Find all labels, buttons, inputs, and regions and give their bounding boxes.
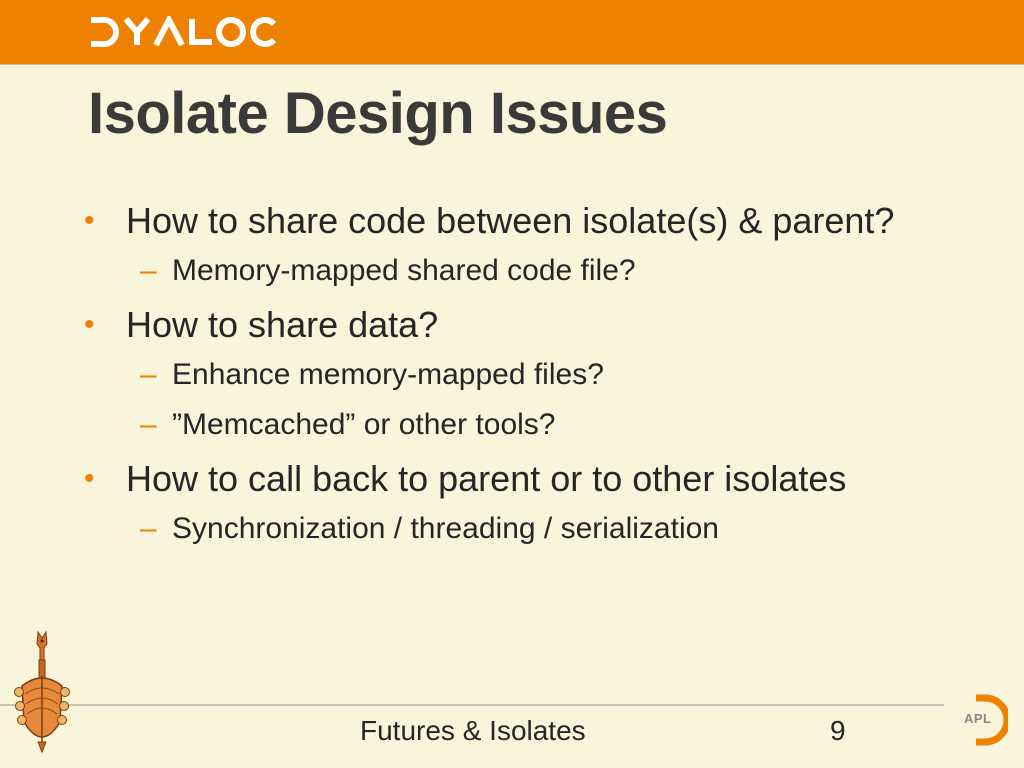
sub-list	[126, 350, 964, 450]
sub-text: Memory-mapped shared code file?	[172, 254, 636, 287]
bullet-list	[84, 196, 964, 558]
dyalog-logo	[88, 16, 278, 48]
header-bar	[0, 0, 1024, 65]
bullet-text: How to call back to parent or to other isolates	[126, 458, 847, 499]
sub-list	[126, 504, 964, 554]
sub-item	[84, 504, 964, 554]
dash-icon: –	[140, 358, 157, 391]
slide-title: Isolate Design Issues	[88, 81, 668, 146]
sub-item	[84, 400, 964, 450]
footer-divider	[0, 704, 944, 706]
sub-item	[84, 246, 964, 296]
sub-text: Enhance memory-mapped files?	[172, 358, 604, 391]
bullet-item	[84, 454, 964, 554]
footer-title: Futures & Isolates	[360, 715, 586, 746]
bullet-text: How to share data?	[126, 304, 439, 345]
bullet-dot-icon: •	[84, 308, 95, 341]
bullet-item	[84, 196, 964, 296]
bullet-dot-icon: •	[84, 204, 95, 237]
apl-label: APL	[964, 711, 992, 726]
sub-item	[84, 350, 964, 400]
viking-ship-icon	[14, 630, 70, 754]
dash-icon: –	[140, 254, 157, 287]
dash-icon: –	[140, 408, 157, 441]
page-number: 9	[830, 715, 846, 746]
sub-list	[126, 246, 964, 296]
dash-icon: –	[140, 512, 157, 545]
sub-text: Synchronization / threading / serialization	[172, 512, 719, 545]
sub-text: ”Memcached” or other tools?	[172, 408, 556, 441]
bullet-item	[84, 300, 964, 450]
bullet-text: How to share code between isolate(s) & parent?	[126, 200, 895, 241]
bullet-dot-icon: •	[84, 462, 95, 495]
